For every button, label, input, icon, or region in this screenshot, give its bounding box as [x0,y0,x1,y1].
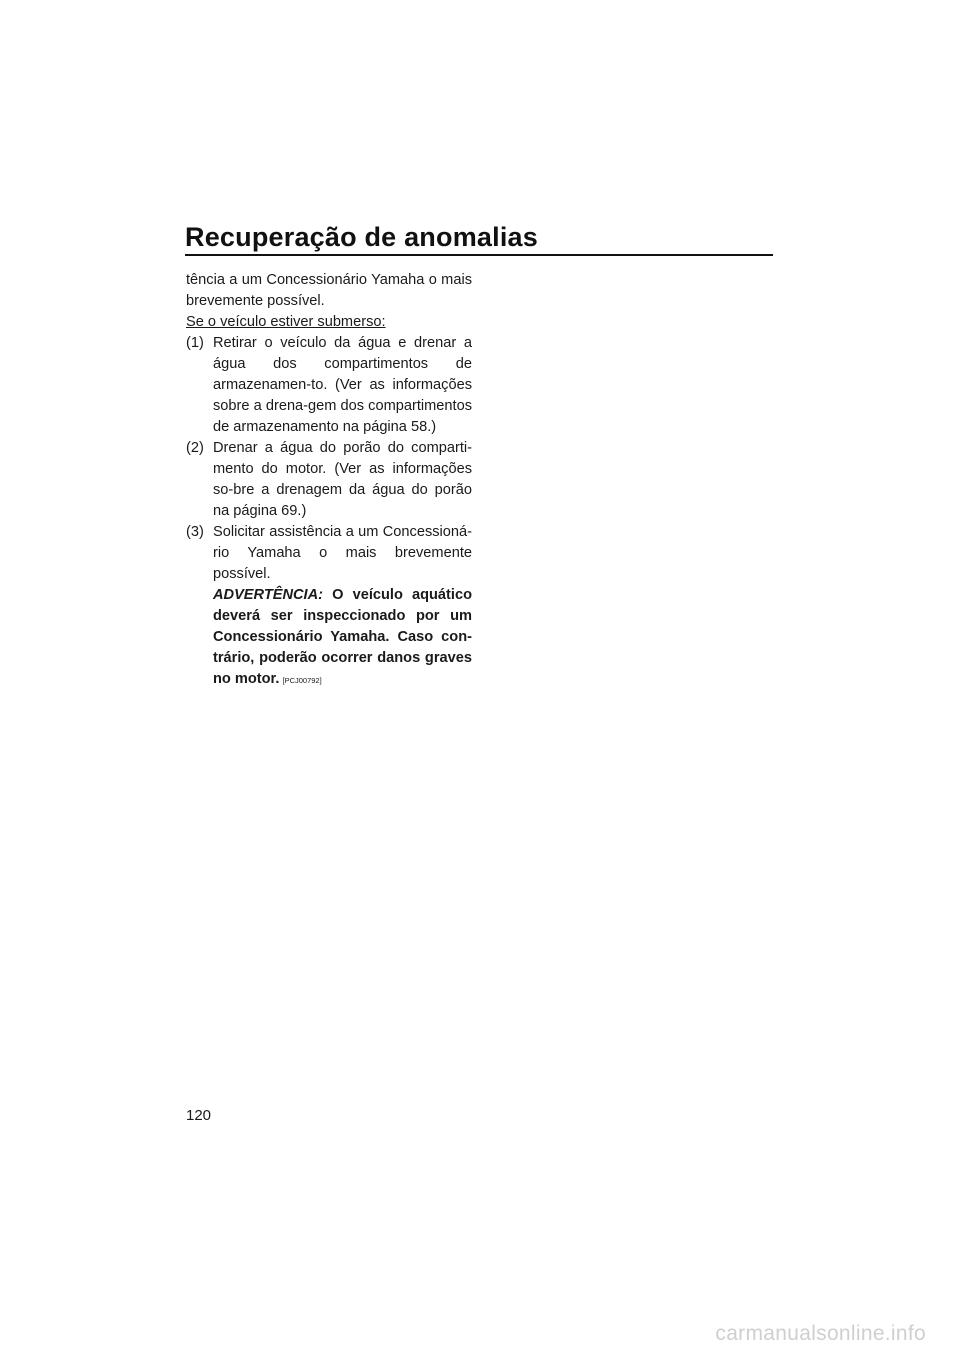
list-item-number: (2) [186,440,204,456]
list-item [186,522,472,585]
list-item-text: Drenar a água do porão do comparti-mento do motor. (Ver as informações so-bre a drenagem da água do porão na página 69.) [213,440,472,519]
warning-code: [PCJ00792] [282,676,322,685]
list-item-number: (3) [186,524,204,540]
title-underline [185,254,773,256]
list-item [186,333,472,438]
text-column [186,270,472,691]
list-item-number: (1) [186,335,204,351]
list-item [186,438,472,522]
list-item-text: Retirar o veículo da água e drenar a água dos compartimentos de armazenamen-to. (Ver as informações sobre a drena-gem dos compartimentos de armazenamento na página 58.) [213,335,472,435]
warning-text: O veículo aquático deverá ser inspeccionado por um Concessionário Yamaha. Caso con-trário, poderão ocorrer danos graves no motor. [213,587,472,687]
list-item-text: Solicitar assistência a um Concessioná-rio Yamaha o mais brevemente possível. [213,524,472,582]
warning-label: ADVERTÊNCIA: [213,587,324,603]
intro-paragraph: tência a um Concessionário Yamaha o mais brevemente possível. [186,272,472,309]
page-number: 120 [186,1107,212,1124]
page-title: Recuperação de anomalias [185,222,538,252]
warning-block [186,585,472,691]
watermark: carmanualsonline.info [715,1322,926,1345]
subheading: Se o veículo estiver submerso: [186,314,386,330]
